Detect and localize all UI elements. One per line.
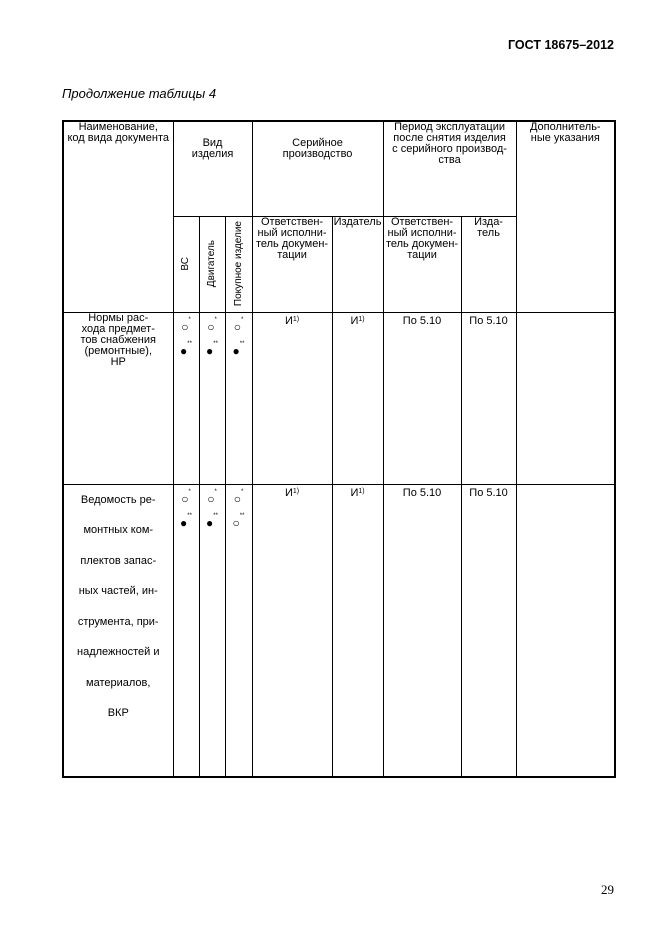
header-engine: Двигатель bbox=[199, 216, 225, 312]
filled-circle-icon: ● bbox=[180, 515, 188, 530]
open-circle-icon: ○ bbox=[232, 515, 240, 530]
filled-circle-icon: ● bbox=[206, 515, 214, 530]
header-additional: Дополнитель- ные указания bbox=[516, 121, 615, 312]
additional-value bbox=[516, 484, 615, 777]
header-serial-publisher: Издатель bbox=[332, 216, 383, 312]
filled-circle-icon: ● bbox=[232, 343, 240, 358]
open-circle-icon: ○ bbox=[181, 491, 189, 506]
serial-responsible-value: $И^{1)}$ bbox=[252, 312, 332, 484]
engine-marks: ○* ●** bbox=[199, 312, 225, 484]
row-name: Нормы рас- хода предмет- тов снабжения (ремонтные), НР bbox=[63, 312, 173, 484]
vs-marks: ○* ●** bbox=[173, 312, 199, 484]
table-caption: Продолжение таблицы 4 bbox=[62, 86, 217, 101]
header-name: Наименование, код вида документа bbox=[63, 121, 173, 312]
table-row bbox=[63, 312, 615, 484]
row-name: Ведомость ре- монтных ком- плектов запас- ных частей, ин- струмента, при- надлежностей и материалов, ВКР bbox=[63, 484, 173, 777]
continuation-table-4 bbox=[62, 120, 616, 778]
purchased-marks: ○* ○** bbox=[225, 484, 252, 777]
open-circle-icon: ○ bbox=[207, 491, 215, 506]
period-publisher-value: По 5.10 bbox=[461, 484, 516, 777]
period-responsible-value: По 5.10 bbox=[383, 484, 461, 777]
header-period-publisher: Изда- тель bbox=[461, 216, 516, 312]
filled-circle-icon: ● bbox=[206, 343, 214, 358]
filled-circle-icon: ● bbox=[180, 343, 188, 358]
header-period-responsible: Ответствен- ный исполни- тель докумен- тации bbox=[383, 216, 461, 312]
header-product-type: Вид изделия bbox=[173, 121, 252, 216]
table-row bbox=[63, 484, 615, 777]
header-vs: ВС bbox=[173, 216, 199, 312]
vs-marks: ○* ●** bbox=[173, 484, 199, 777]
header-operation-period: Период эксплуатации после снятия изделия с серийного производ- ства bbox=[383, 121, 516, 216]
additional-value bbox=[516, 312, 615, 484]
open-circle-icon: ○ bbox=[181, 319, 189, 334]
page-number: 29 bbox=[601, 882, 614, 897]
period-responsible-value: По 5.10 bbox=[383, 312, 461, 484]
header-serial-production: Серийное производство bbox=[252, 121, 383, 216]
purchased-marks: ○* ●** bbox=[225, 312, 252, 484]
open-circle-icon: ○ bbox=[233, 319, 241, 334]
standard-number: ГОСТ 18675–2012 bbox=[508, 38, 614, 52]
serial-publisher-value: $И^{1)}$ bbox=[332, 484, 383, 777]
open-circle-icon: ○ bbox=[207, 319, 215, 334]
header-purchased: Покупное изделие bbox=[225, 216, 252, 312]
header-serial-responsible: Ответствен- ный исполни- тель докумен- тации bbox=[252, 216, 332, 312]
open-circle-icon: ○ bbox=[233, 491, 241, 506]
engine-marks: ○* ●** bbox=[199, 484, 225, 777]
period-publisher-value: По 5.10 bbox=[461, 312, 516, 484]
serial-responsible-value: $И^{1)}$ bbox=[252, 484, 332, 777]
serial-publisher-value: $И^{1)}$ bbox=[332, 312, 383, 484]
